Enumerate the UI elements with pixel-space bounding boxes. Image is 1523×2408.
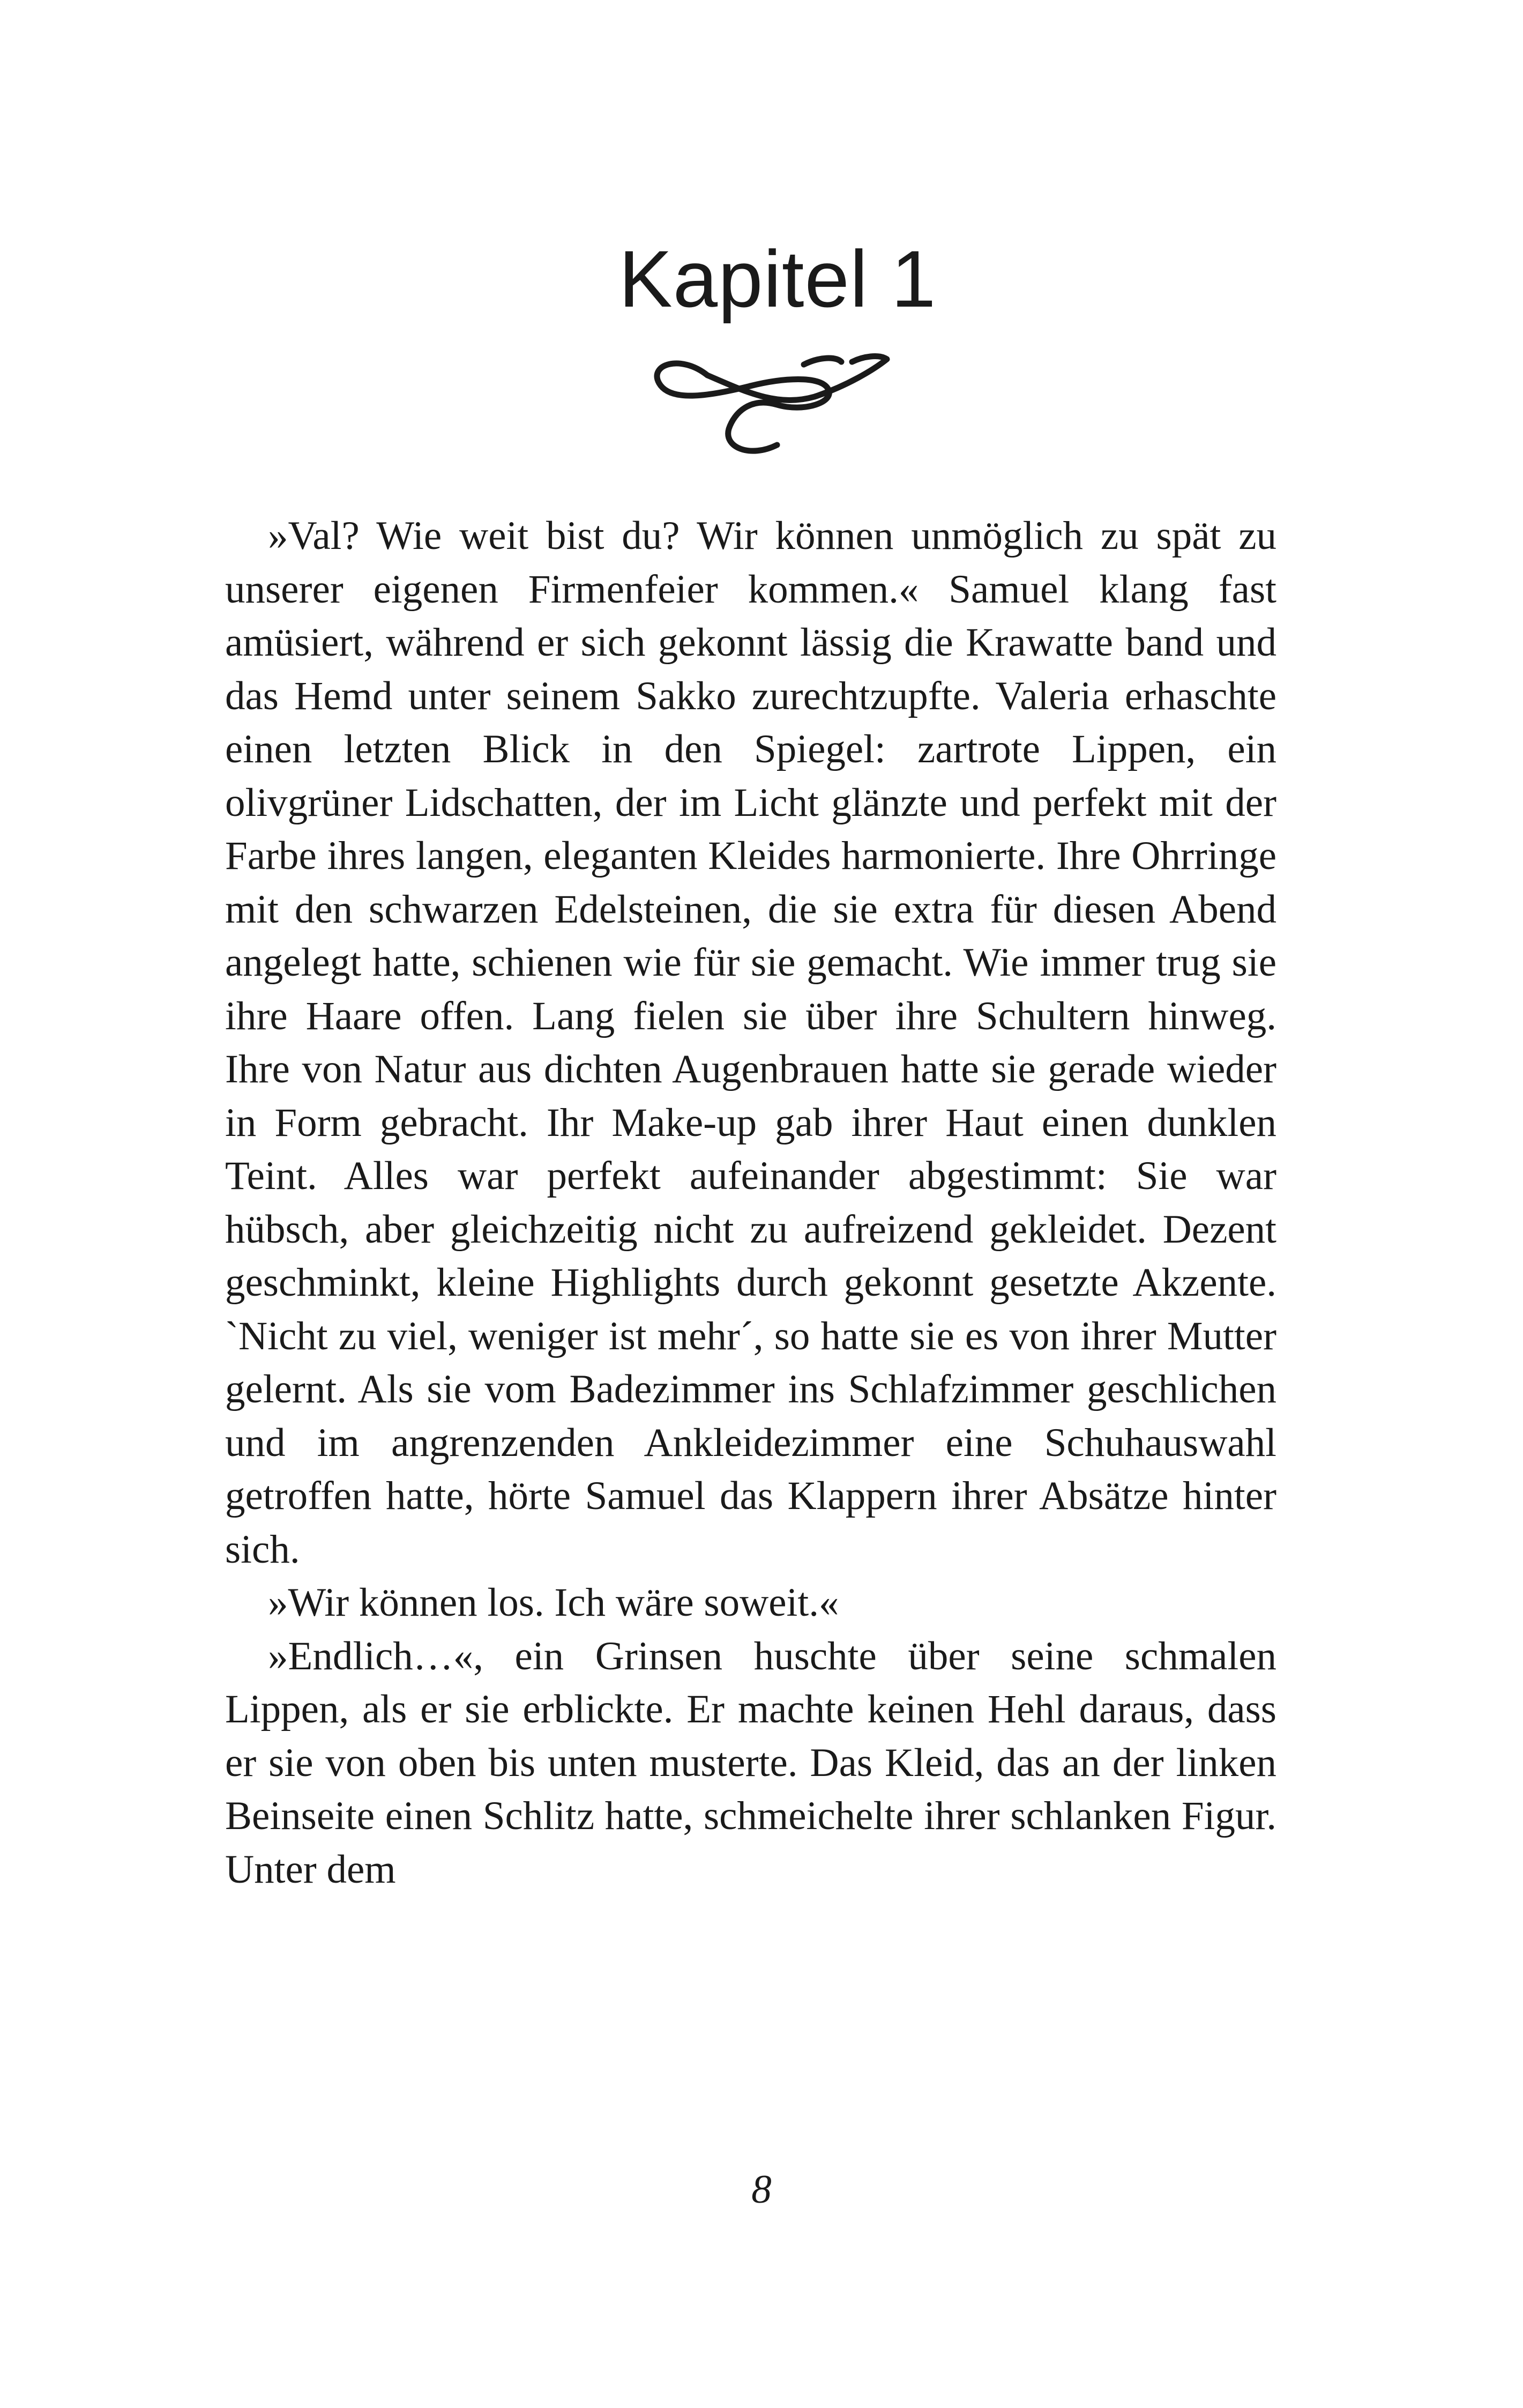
flourish-ornament-icon — [643, 332, 900, 461]
page-number: 8 — [751, 2167, 772, 2212]
paragraph: »Val? Wie weit bist du? Wir können unmöglich zu spät zu unserer eigenen Firmenfeier kommen.« Samuel klang fast amüsiert, während er sich gekonnt lässig die Krawatte band und das Hemd unter seinem Sakko zurechtzupfte. Valeria erhaschte einen letzten Blick in den Spiegel: zartrote Lippen, ein olivgrüner Lidschatten, der im Licht glänzte und perfekt mit der Farbe ihres langen, eleganten Kleides harmonierte. Ihre Ohrringe mit den schwarzen Edelsteinen, die sie extra für diesen Abend angelegt hatte, schienen wie für sie gemacht. Wie immer trug sie ihre Haare offen. Lang fielen sie über ihre Schultern hinweg. Ihre von Natur aus dichten Augenbrauen hatte sie gerade wieder in Form gebracht. Ihr Make-up gab ihrer Haut einen dunklen Teint. Alles war perfekt aufeinander abgestimmt: Sie war hübsch, aber gleichzeitig nicht zu aufreizend gekleidet. Dezent geschminkt, kleine Highlights durch gekonnt gesetzte Akzente. `Nicht zu viel, weniger ist mehr´, so hatte sie es von ihrer Mutter gelernt. Als sie vom Badezimmer ins Schlafzimmer geschlichen und im angrenzenden Ankleidezimmer eine Schuhauswahl getroffen hatte, hörte Samuel das Klappern ihrer Absätze hinter sich. — [225, 514, 1276, 1572]
chapter-body — [225, 509, 1276, 1896]
chapter-title: Kapitel 1 — [618, 234, 937, 324]
paragraph: »Endlich…«, ein Grinsen huschte über seine schmalen Lippen, als er sie erblickte. Er machte keinen Hehl daraus, dass er sie von oben bis unten musterte. Das Kleid, das an der linken Beinseite einen Schlitz hatte, schmeichelte ihrer schlanken Figur. Unter dem — [225, 1633, 1276, 1892]
paragraph: »Wir können los. Ich wäre soweit.« — [268, 1580, 839, 1625]
